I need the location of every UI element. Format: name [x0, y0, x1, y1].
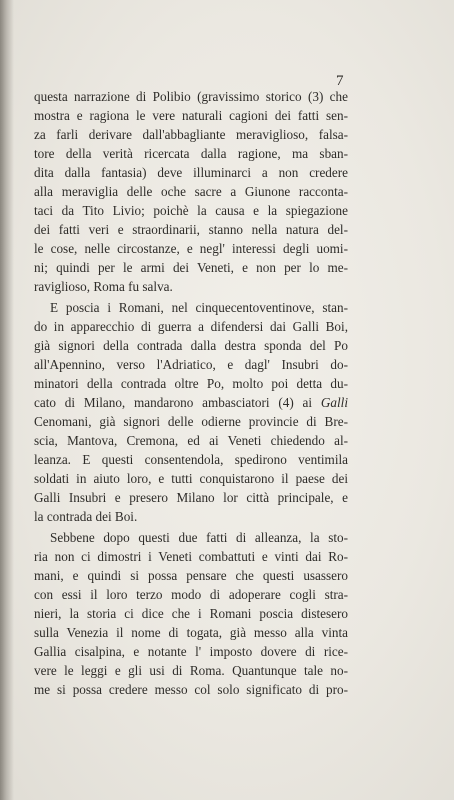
text-line: alla meraviglia delle oche sacre a Giunone raccontа-	[34, 184, 348, 199]
text-line: le cose, nelle circostanze, e negl' interessi degli uomi-	[34, 241, 348, 256]
text-line: minatori della contrada oltre Po, molto poi detta du-	[34, 376, 348, 391]
text-line: dei fatti veri e straordinarii, stanno nella natura del-	[34, 222, 348, 237]
text-line: questa narrazione di Polibio (gravissimo storico (3) che	[34, 89, 348, 104]
text-line: la contrada dei Boi.	[34, 509, 138, 524]
text-line: sulla Venezia il nome di togata, già messo alla vinta	[34, 625, 348, 640]
text-line: me si possa credere messo col solo significato di pro-	[34, 682, 348, 697]
text-line: cato di Milano, mandarono ambasciatori (4) ai	[34, 395, 313, 410]
italic-term: Galli	[320, 395, 348, 410]
text-line: dita dalla fantasia) deve illuminarci a non credere	[34, 165, 348, 180]
text-line: leanza. E questi consentendola, spedirono ventimila	[34, 452, 348, 467]
text-line: all'Apennino, verso l'Adriatico, e dagl' Insubri do-	[34, 357, 348, 372]
text-line-with-italic	[34, 393, 348, 412]
text-line: do in apparecchio di guerra a difendersi dai Galli Boi,	[34, 319, 348, 334]
text-line: tore della verità ricercata dalla ragione, ma sban-	[34, 146, 348, 161]
text-line: mostra e ragiona le vere naturali cagioni dei fatti sen-	[34, 108, 348, 123]
text-line: E poscia i Romani, nel cinquecentoventinove, stan-	[50, 300, 348, 315]
text-line: Cenomani, già signori delle odierne provincie di Bre-	[34, 414, 348, 429]
text-line: ria non ci dimostri i Veneti combattuti e vinti dai Ro-	[34, 549, 348, 564]
page-spine-shadow	[0, 0, 14, 800]
text-line: ni; quindi per le armi dei Veneti, e non per lo me-	[34, 260, 348, 275]
text-line: vere le leggi e gli usi di Roma. Quantunque tale no-	[34, 663, 348, 678]
text-line: taci da Tito Livio; poichè la causa e la spiegazione	[34, 203, 348, 218]
text-line: Gallia cisalpina, e notante l' imposto dovere di rice-	[34, 644, 348, 659]
text-line: nieri, la storia ci dice che i Romani poscia distesero	[34, 606, 348, 621]
text-line: Sebbene dopo questi due fatti di alleanza, la sto-	[50, 530, 348, 545]
text-line: scia, Mantova, Cremona, ed ai Veneti chiedendo al-	[34, 433, 348, 448]
text-line: già signori della contrada dalla destra sponda del Po	[34, 338, 348, 353]
text-line: con essi il loro terzo modo di adoperare cogli stra-	[34, 587, 348, 602]
text-line: mani, e quindi si possa pensare che questi usassero	[34, 568, 348, 583]
text-line: Galli Insubri e presero Milano lor città principale, e	[34, 490, 348, 505]
text-line: soldati in aiuto loro, e tutti conquistarono il paese dei	[34, 471, 348, 486]
page-number: 7	[336, 73, 344, 89]
text-line: raviglioso, Roma fu salva.	[34, 279, 173, 294]
text-line: za farli derivare dall'abbagliante meraviglioso, falsa-	[34, 127, 348, 142]
